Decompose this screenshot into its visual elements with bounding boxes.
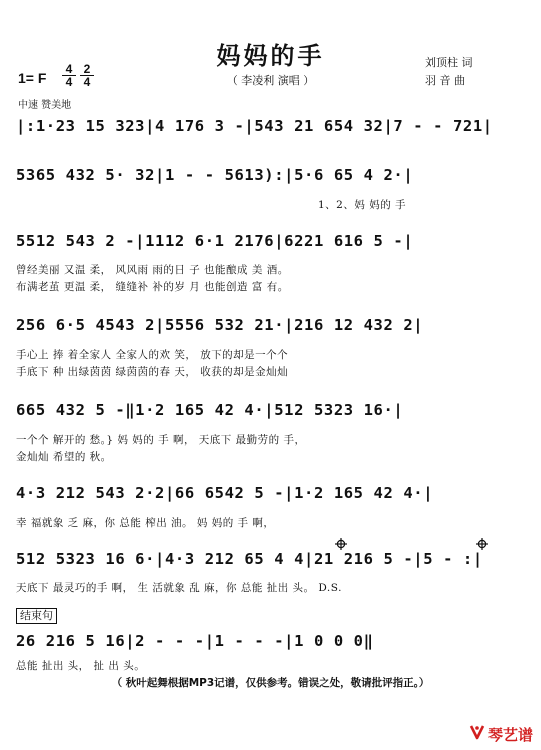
lyricist-credit: 刘顶柱 词 [425,56,473,69]
segno-icon [335,535,347,547]
score-title: 妈妈的手 [216,41,325,70]
lyric-line: 总能 扯出 头， 扯 出 头。 [16,660,146,672]
lyric-line: 一个个 解开的 愁。} 妈 妈的 手 啊， 天底下 最勤劳的 手， [16,434,306,446]
footer-note: （ 秋叶起舞根据MP3记谱，仅供参考。错误之处，敬请批评指正。） [111,677,430,689]
notation-line: 4·3 212 543 2·2|66 6542 5 -|1·2 165 42 4·| [16,484,434,502]
lyric-line: 手心上 捧 着全家人 全家人的欢 笑， 放下的却是一个个 [16,349,289,361]
notation-line: 5365 432 5· 32|1 - - 5613):|5·6 65 4 2·| [16,166,414,184]
singer-credit: （ 李凌利 演唱 ） [226,74,315,87]
watermark-text: 琴艺谱 [488,726,534,744]
lyric-line: 金灿灿 希望的 秋。 [16,451,112,463]
notation-line: 26 216 5 16|2 - - -|1 - - -|1 0 0 0‖ [16,632,374,650]
lyric-line: 手底下 种 出绿茵茵 绿茵茵的春 天， 收获的却是金灿灿 [16,366,289,378]
tempo-marking: 中速 赞美地 [18,100,72,111]
lyric-line: 布满老茧 更温 柔， 缝缝补 补的岁 月 也能创造 富 有。 [16,281,289,293]
notation-line: 512 5323 16 6·|4·3 212 65 4 4|21 216 5 -|5 - :| [16,550,483,568]
notation-line: 665 432 5 -‖1·2 165 42 4·|512 5323 16·| [16,401,404,419]
time-signature [62,63,76,88]
time-signature-top: 2 [83,62,91,76]
segno-icon [476,535,488,547]
time-signature-bottom: 4 [65,75,73,89]
time-signature-bottom: 4 [83,75,91,89]
lyric-line: 天底下 最灵巧的手 啊， 生 活就象 乱 麻，你 总能 扯出 头。 D.S. [16,582,342,594]
composer-credit: 羽 音 曲 [425,74,465,87]
notation-line: |:1·23 15 323|4 176 3 -|543 21 654 32|7 - - 721| [16,117,493,135]
logo-icon [468,723,486,741]
lyric-line: 幸 福就象 乏 麻，你 总能 榨出 油。 妈 妈的 手 啊， [16,517,275,529]
lyric-line: 1、2、妈 妈的 手 [318,199,407,211]
time-signature [80,63,94,88]
notation-line: 256 6·5 4543 2|5556 532 21·|216 12 432 2| [16,316,424,334]
time-signature-top: 4 [65,62,73,76]
notation-line: 5512 543 2 -|1112 6·1 2176|6221 616 5 -| [16,232,414,250]
ending-label: 结束句 [16,608,57,624]
key-signature: 1= F [18,70,47,86]
lyric-line: 曾经美丽 又温 柔， 风风雨 雨的日 子 也能酿成 美 酒。 [16,264,289,276]
